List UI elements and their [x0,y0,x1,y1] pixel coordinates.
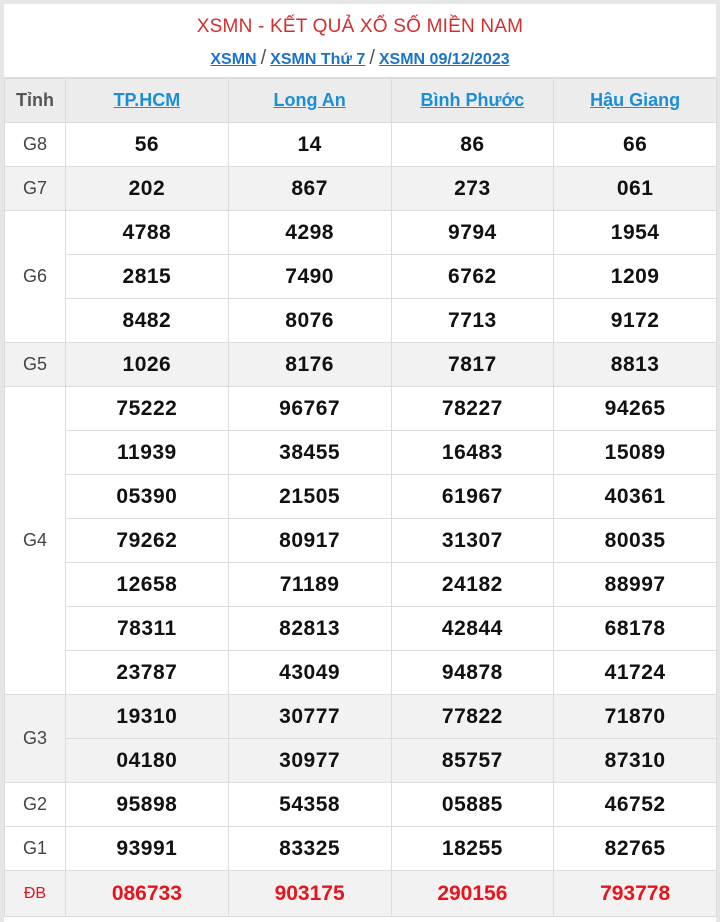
results-header [4,4,716,78]
table-row [5,211,717,255]
prize-number: 8176 [228,343,391,387]
prize-number: 867 [228,167,391,211]
prize-number: 82813 [228,607,391,651]
special-prize-number: 290156 [391,871,554,917]
prize-number: 05390 [66,475,229,519]
prize-number: 4298 [228,211,391,255]
prize-number: 30977 [228,739,391,783]
prize-number: 1026 [66,343,229,387]
results-table [4,78,717,917]
results-body [5,123,717,917]
prize-label: G6 [5,211,66,343]
prize-number: 40361 [554,475,717,519]
breadcrumb-link-xsmn[interactable]: XSMN [210,51,257,68]
prize-number: 24182 [391,563,554,607]
table-row [5,475,717,519]
prize-number: 18255 [391,827,554,871]
prize-number: 7713 [391,299,554,343]
table-row [5,519,717,563]
table-row [5,563,717,607]
prize-number: 86 [391,123,554,167]
prize-number: 71870 [554,695,717,739]
prize-number: 31307 [391,519,554,563]
prize-number: 9794 [391,211,554,255]
table-header-row [5,79,717,123]
prize-number: 4788 [66,211,229,255]
table-row [5,827,717,871]
prize-number: 9172 [554,299,717,343]
column-header-binh-phuoc [391,79,554,123]
prize-number: 8813 [554,343,717,387]
prize-label: G7 [5,167,66,211]
prize-number: 05885 [391,783,554,827]
table-row [5,695,717,739]
prize-number: 14 [228,123,391,167]
province-link-hau-giang[interactable]: Hậu Giang [590,90,681,110]
prize-label: G8 [5,123,66,167]
prize-number: 61967 [391,475,554,519]
prize-number: 46752 [554,783,717,827]
prize-number: 23787 [66,651,229,695]
column-header-long-an [228,79,391,123]
breadcrumb-link-date[interactable]: XSMN 09/12/2023 [378,51,510,68]
table-row [5,783,717,827]
prize-number: 7817 [391,343,554,387]
prize-number: 16483 [391,431,554,475]
prize-number: 85757 [391,739,554,783]
table-row [5,739,717,783]
breadcrumb-link-weekday[interactable]: XSMN Thứ 7 [270,51,366,68]
prize-label: G3 [5,695,66,783]
prize-number: 1209 [554,255,717,299]
prize-label: G5 [5,343,66,387]
prize-number: 202 [66,167,229,211]
prize-number: 8482 [66,299,229,343]
table-row [5,387,717,431]
prize-number: 12658 [66,563,229,607]
prize-number: 04180 [66,739,229,783]
prize-number: 43049 [228,651,391,695]
breadcrumb-separator: / [260,47,267,69]
breadcrumb-separator: / [369,47,375,69]
column-header-tphcm [66,79,229,123]
prize-number: 41724 [554,651,717,695]
province-link-binh-phuoc[interactable]: Bình Phước [420,90,525,110]
prize-label: ĐB [5,871,66,917]
prize-number: 78227 [391,387,554,431]
prize-number: 83325 [228,827,391,871]
prize-label: G2 [5,783,66,827]
table-row [5,871,717,917]
prize-number: 54358 [228,783,391,827]
table-row [5,343,717,387]
prize-number: 38455 [228,431,391,475]
prize-number: 42844 [391,607,554,651]
prize-number: 80035 [554,519,717,563]
prize-label: G1 [5,827,66,871]
prize-number: 88997 [554,563,717,607]
prize-number: 80917 [228,519,391,563]
column-header-province: Tỉnh [5,79,66,123]
province-link-long-an[interactable]: Long An [273,90,346,110]
prize-number: 96767 [228,387,391,431]
prize-number: 21505 [228,475,391,519]
table-row [5,167,717,211]
special-prize-number: 903175 [228,871,391,917]
prize-number: 66 [554,123,717,167]
table-row [5,123,717,167]
prize-number: 95898 [66,783,229,827]
prize-number: 87310 [554,739,717,783]
prize-number: 1954 [554,211,717,255]
prize-number: 77822 [391,695,554,739]
table-row [5,607,717,651]
prize-number: 75222 [66,387,229,431]
prize-number: 71189 [228,563,391,607]
special-prize-number: 793778 [554,871,717,917]
table-row [5,431,717,475]
prize-number: 68178 [554,607,717,651]
column-header-hau-giang [554,79,717,123]
prize-number: 061 [554,167,717,211]
table-row [5,299,717,343]
province-link-tphcm[interactable]: TP.HCM [113,90,181,110]
prize-number: 2815 [66,255,229,299]
breadcrumb [4,47,716,70]
prize-number: 79262 [66,519,229,563]
prize-number: 8076 [228,299,391,343]
prize-number: 94265 [554,387,717,431]
prize-number: 94878 [391,651,554,695]
prize-number: 11939 [66,431,229,475]
prize-number: 273 [391,167,554,211]
page-title: XSMN - KẾT QUẢ XỔ SỐ MIỀN NAM [196,16,524,37]
prize-number: 93991 [66,827,229,871]
prize-number: 7490 [228,255,391,299]
prize-number: 78311 [66,607,229,651]
prize-number: 15089 [554,431,717,475]
table-row [5,651,717,695]
prize-number: 82765 [554,827,717,871]
prize-number: 30777 [228,695,391,739]
special-prize-number: 086733 [66,871,229,917]
prize-number: 56 [66,123,229,167]
prize-number: 19310 [66,695,229,739]
prize-label: G4 [5,387,66,695]
prize-number: 6762 [391,255,554,299]
table-row [5,255,717,299]
